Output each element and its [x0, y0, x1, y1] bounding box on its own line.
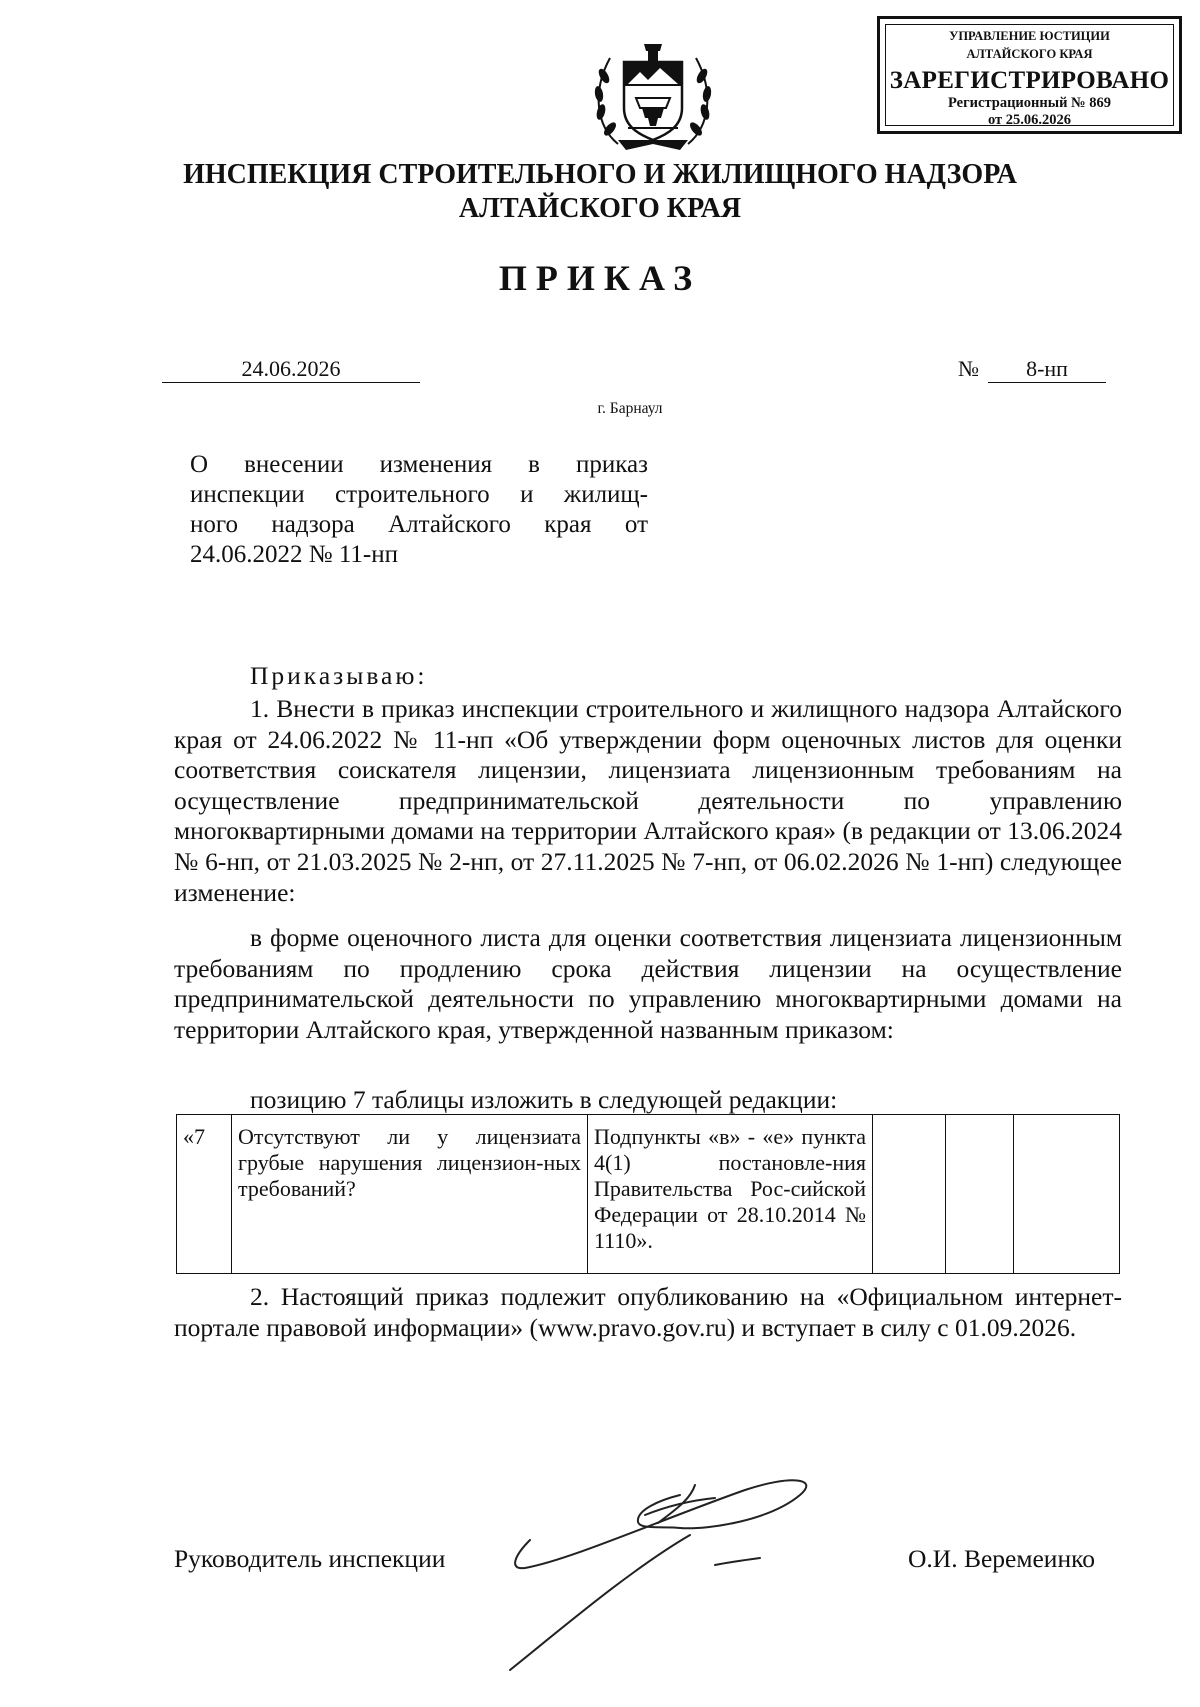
- stamp-reg-date: от 25.06.2026: [987, 112, 1072, 128]
- order-subject-line4: 24.06.2022 № 11-нп: [190, 541, 399, 568]
- table-cell-number: «7: [177, 1115, 232, 1273]
- paragraph-1: 1. Внести в приказ инспекции строительного и жилищного надзора Алтайского края от 24.06.2022 № 11-нп «Об утверждении форм оценочных листов для оценки соответствия соискателя лицензии, лицензиата лицензионным требованиям на осуществление предпринимательской деятельности по управлению многоквартирными домами на территории Алтайского края» (в редакции от 13.06.2024 № 6-нп, от 21.03.2025 № 2-нп, от 27.11.2025 № 7-нп, от 06.02.2026 № 1-нп) следующее изменение:: [174, 694, 1122, 907]
- table-cell-basis: Подпункты «в» - «е» пункта 4(1) постановле-ния Правительства Рос-сийской Федерации от 28.10.2014 № 1110».: [588, 1115, 873, 1273]
- city: г. Барнаул: [597, 400, 663, 417]
- document-type-title: ПРИКАЗ: [498, 258, 702, 298]
- organization-name-line1: ИНСПЕКЦИЯ СТРОИТЕЛЬНОГО И ЖИЛИЩНОГО НАДЗОРА: [183, 159, 1017, 190]
- stamp-org-line1: УПРАВЛЕНИЕ ЮСТИЦИИ: [949, 29, 1110, 43]
- coat-of-arms-icon: [588, 36, 718, 152]
- order-number: 8-нп: [988, 356, 1106, 383]
- order-number-label: №: [958, 356, 979, 381]
- order-subject-line3: ного надзора Алтайского края от: [190, 511, 648, 538]
- signer-role: Руководитель инспекции: [174, 1544, 446, 1573]
- stamp-inner-frame: [885, 24, 1174, 126]
- stamp-title: ЗАРЕГИСТРИРОВАНО: [889, 67, 1170, 94]
- signer-name: О.И. Веремеинко: [908, 1544, 1095, 1573]
- table-cell-empty-2: [946, 1115, 1014, 1273]
- registration-stamp: [877, 16, 1182, 134]
- stamp-org-line2: АЛТАЙСКОГО КРАЯ: [966, 47, 1093, 61]
- order-subject: [190, 450, 648, 570]
- table-cell-question: Отсутствуют ли у лицензиата грубые нарушения лицензион-ных требований?: [232, 1115, 588, 1273]
- order-subject-line1: О внесении изменения в приказ: [190, 451, 648, 478]
- organization-name-line2: АЛТАЙСКОГО КРАЯ: [458, 193, 742, 224]
- paragraph-publication: 2. Настоящий приказ подлежит опубликованию на «Официальном интернет-портале правовой информации» (www.pravo.gov.ru) и вступает в силу с 01.09.2026.: [174, 1282, 1122, 1342]
- table-cell-empty-1: [873, 1115, 946, 1273]
- order-date: 24.06.2026: [162, 356, 420, 383]
- paragraph-table-intro: позицию 7 таблицы изложить в следующей редакции:: [250, 1085, 838, 1114]
- order-subject-line2: инспекции строительного и жилищ-: [190, 481, 648, 508]
- organization-name: [0, 158, 1200, 226]
- order-directive-word: Приказываю:: [250, 661, 428, 690]
- paragraph-2: в форме оценочного листа для оценки соответствия лицензиата лицензионным требованиям по продлению срока действия лицензии на осуществление предпринимательской деятельности по управлению многоквартирными домами на территории Алтайского края, утвержденной названным приказом:: [174, 923, 1122, 1044]
- table-cell-empty-3: [1014, 1115, 1120, 1273]
- handwritten-signature-icon: [490, 1460, 890, 1690]
- amendment-table: [176, 1114, 1120, 1274]
- stamp-reg-number: Регистрационный № 869: [947, 95, 1111, 111]
